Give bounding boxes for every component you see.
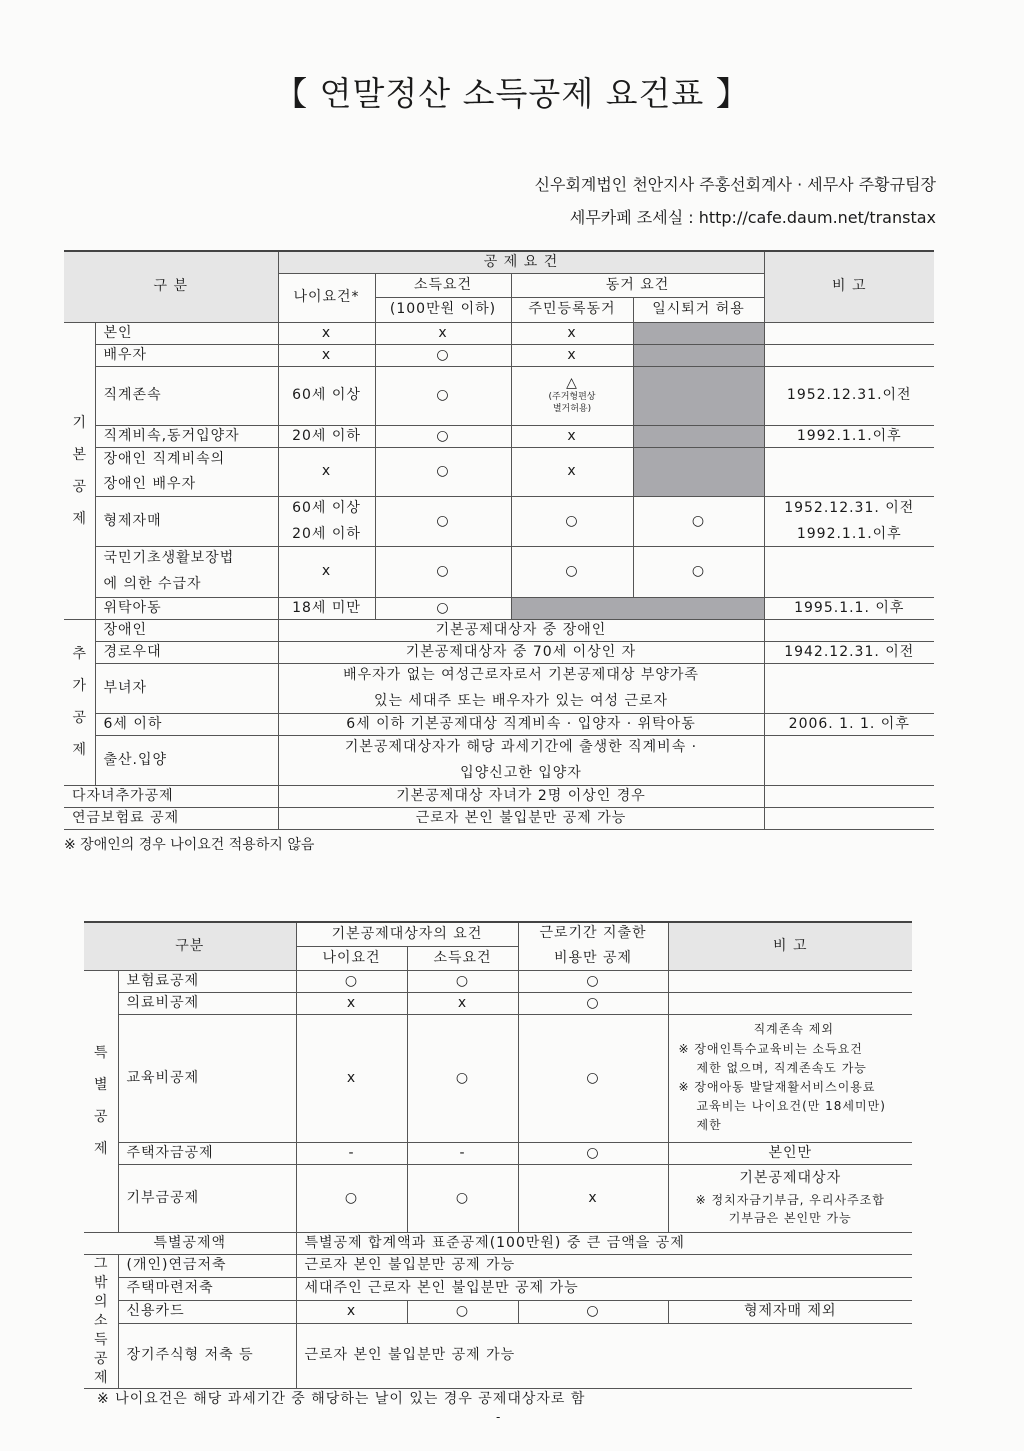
row-spouse-age: x (278, 344, 375, 366)
header-income-limit: (100만원 이하) (375, 297, 511, 322)
row-welfare-label (95, 546, 278, 597)
category-other-deduction (84, 1254, 118, 1388)
row-medical-age: x (296, 992, 407, 1014)
author-line: 신우회계법인 천안지사 주홍선회계사 · 세무사 주황규팀장 (534, 175, 936, 194)
row-disabled-income: ○ (375, 447, 511, 496)
row-female-desc1: 배우자가 없는 여성근로자로서 기본공제대상 부양가족 (343, 666, 699, 683)
row-spouse-reg: x (511, 344, 633, 366)
row-self-note (764, 322, 934, 344)
special-deduction-table (84, 921, 912, 1389)
row-descend-label: 직계비속,동거입양자 (95, 425, 278, 447)
row-birth-note (764, 735, 934, 785)
header-temporary-leave: 일시퇴거 허용 (633, 297, 764, 322)
row-sibling-label: 형제자매 (95, 496, 278, 546)
row-welfare-income: ○ (375, 546, 511, 597)
row-sibling-temp: ○ (633, 496, 764, 546)
row-female-label: 부녀자 (95, 663, 278, 713)
row-donation-note3: 기부금은 본인만 가능 (728, 1211, 852, 1226)
deduction-requirements-table (64, 250, 934, 830)
row-descend-temp (633, 425, 764, 447)
age-requirement-note: ※ 나이요건은 해당 과세기간 중 해당하는 날이 있는 경우 공제대상자로 함 (97, 1391, 586, 1407)
row-foster-income: ○ (375, 597, 511, 619)
row-sibling-note (764, 496, 934, 546)
header-requirements: 공 제 요 건 (278, 251, 764, 273)
row-disabled-label (95, 447, 278, 496)
row-self-income: x (375, 322, 511, 344)
row-personal-pension-label: (개인)연금저축 (118, 1254, 296, 1277)
header-cohabit: 동거 요건 (511, 273, 764, 297)
row-housing-age: - (296, 1142, 407, 1164)
row-house-saving-label: 주택마련저축 (118, 1277, 296, 1300)
row-sibling-age2: 20세 이하 (292, 525, 361, 542)
row-medical-work: ○ (518, 992, 668, 1014)
row-foster-age: 18세 미만 (278, 597, 375, 619)
row-ascend-reg (511, 366, 633, 425)
row-elderly-desc: 기본공제대상자 중 70세 이상인 자 (278, 641, 764, 663)
row-descend-age: 20세 이하 (278, 425, 375, 447)
row-credit-work: ○ (518, 1300, 668, 1323)
category-basic-deduction (64, 322, 95, 619)
row-spouse-note (764, 344, 934, 366)
row-pension-note (764, 807, 934, 829)
row-birth-desc (278, 735, 764, 785)
t2-header-income: 소득요건 (407, 946, 518, 970)
t2-header-work (518, 922, 668, 970)
header-gubun: 구 분 (64, 251, 278, 322)
header-income: 소득요건 (375, 273, 511, 297)
row-ascend-label: 직계존속 (95, 366, 278, 425)
row-house-saving-desc: 세대주인 근로자 본인 불입분만 공제 가능 (296, 1277, 912, 1300)
row-education-income: ○ (407, 1014, 518, 1142)
row-multichild-desc: 기본공제대상 자녀가 2명 이상인 경우 (278, 785, 764, 807)
category-special-deduction (84, 970, 118, 1232)
row-education-note1: 직계존속 제외 (753, 1022, 834, 1037)
row-special-amount-label: 특별공제액 (84, 1232, 296, 1254)
row-education-note3: 제한 없으며, 직계존속도 가능 (696, 1060, 867, 1075)
row-credit-income: ○ (407, 1300, 518, 1323)
row-medical-note (668, 992, 912, 1014)
row-education-note2: ※ 장애인특수교육비는 소득요건 (678, 1041, 863, 1056)
row-disabled-temp (633, 447, 764, 496)
row-under6-desc: 6세 이하 기본공제대상 직계비속 · 입양자 · 위탁아동 (278, 713, 764, 735)
row-housing-income: - (407, 1142, 518, 1164)
row-ascend-age: 60세 이상 (278, 366, 375, 425)
row-welfare-note (764, 546, 934, 597)
row-stock-desc: 근로자 본인 불입분만 공제 가능 (296, 1323, 912, 1388)
row-under6-label: 6세 이하 (95, 713, 278, 735)
header-remarks: 비 고 (764, 251, 934, 322)
row-housing-work: ○ (518, 1142, 668, 1164)
row-foster-note: 1995.1.1. 이후 (764, 597, 934, 619)
row-pension-label: 연금보험료 공제 (64, 807, 278, 829)
row-personal-pension-desc: 근로자 본인 불입분만 공제 가능 (296, 1254, 912, 1277)
row-descend-income: ○ (375, 425, 511, 447)
row-insurance-note (668, 970, 912, 992)
row-donation-note2: ※ 정치자금기부금, 우리사주조합 (695, 1193, 885, 1207)
category-additional-label: 추가공제 (72, 646, 87, 758)
row-education-work: ○ (518, 1014, 668, 1142)
header-age: 나이요건* (278, 273, 375, 322)
row-education-note (668, 1014, 912, 1142)
row-multichild-note (764, 785, 934, 807)
row-donation-label: 기부금공제 (118, 1164, 296, 1232)
row-sibling-age1: 60세 이상 (292, 499, 361, 516)
row-stock-label: 장기주식형 저축 등 (118, 1323, 296, 1388)
page-title: 【 연말정산 소득공제 요건표 】 (274, 74, 750, 113)
row-handicap-label: 장애인 (95, 619, 278, 641)
row-education-age: x (296, 1014, 407, 1142)
age-exception-note: ※ 장애인의 경우 나이요건 적용하지 않음 (64, 837, 315, 853)
row-elderly-label: 경로우대 (95, 641, 278, 663)
row-donation-note1: 기본공제대상자 (739, 1170, 842, 1187)
row-education-label: 교육비공제 (118, 1014, 296, 1142)
t2-header-gubun: 구분 (84, 922, 296, 970)
row-donation-age: ○ (296, 1164, 407, 1232)
row-handicap-desc: 기본공제대상자 중 장애인 (278, 619, 764, 641)
row-foster-label: 위탁아동 (95, 597, 278, 619)
row-welfare-age: x (278, 546, 375, 597)
row-disabled-label2: 장애인 배우자 (103, 475, 197, 492)
row-ascend-temp (633, 366, 764, 425)
row-disabled-age: x (278, 447, 375, 496)
row-credit-note: 형제자매 제외 (668, 1300, 912, 1323)
t2-header-work1: 근로기간 지출한 (539, 925, 647, 942)
row-housing-label: 주택자금공제 (118, 1142, 296, 1164)
header-resident-registration: 주민등록동거 (511, 297, 633, 322)
category-additional-deduction (64, 619, 95, 785)
row-credit-age: x (296, 1300, 407, 1323)
row-medical-label: 의료비공제 (118, 992, 296, 1014)
category-basic-label: 기본공제 (72, 414, 87, 527)
row-self-label: 본인 (95, 322, 278, 344)
row-sibling-age (278, 496, 375, 546)
row-sibling-note1: 1952.12.31. 이전 (784, 499, 915, 516)
page-mark: - (496, 1410, 501, 1424)
row-spouse-income: ○ (375, 344, 511, 366)
row-self-age: x (278, 322, 375, 344)
row-disabled-label1: 장애인 직계비속의 (103, 450, 226, 467)
row-ascend-reg-note1: (주거형편상 (548, 392, 596, 403)
row-foster-cohabit (511, 597, 764, 619)
t2-header-age: 나이요건 (296, 946, 407, 970)
row-sibling-note2: 1992.1.1.이후 (796, 525, 902, 542)
t2-header-requirements: 기본공제대상자의 요건 (296, 922, 518, 946)
row-multichild-label: 다자녀추가공제 (64, 785, 278, 807)
row-elderly-note: 1942.12.31. 이전 (764, 641, 934, 663)
row-sibling-income: ○ (375, 496, 511, 546)
row-ascend-reg-mark: △ (566, 375, 578, 392)
row-ascend-note: 1952.12.31.이전 (764, 366, 934, 425)
row-medical-income: x (407, 992, 518, 1014)
row-sibling-reg: ○ (511, 496, 633, 546)
row-education-note4: ※ 장애아동 발달재활서비스이용료 (678, 1080, 876, 1094)
row-donation-work: x (518, 1164, 668, 1232)
row-welfare-reg: ○ (511, 546, 633, 597)
row-ascend-income: ○ (375, 366, 511, 425)
row-credit-label: 신용카드 (118, 1300, 296, 1323)
row-self-reg: x (511, 322, 633, 344)
row-descend-note: 1992.1.1.이후 (764, 425, 934, 447)
row-under6-note: 2006. 1. 1. 이후 (764, 713, 934, 735)
row-female-desc2: 있는 세대주 또는 배우자가 있는 여성 근로자 (373, 692, 669, 709)
row-insurance-age: ○ (296, 970, 407, 992)
row-donation-note (668, 1164, 912, 1232)
row-descend-reg: x (511, 425, 633, 447)
row-education-note6: 제한 (696, 1118, 722, 1133)
t2-header-remarks: 비 고 (668, 922, 912, 970)
category-other-label: 그밖의소득공제 (93, 1255, 108, 1386)
row-insurance-label: 보험료공제 (118, 970, 296, 992)
t2-header-work2: 비용만 공제 (553, 950, 633, 967)
row-donation-income: ○ (407, 1164, 518, 1232)
row-disabled-reg: x (511, 447, 633, 496)
row-birth-label: 출산.입양 (95, 735, 278, 785)
row-female-desc (278, 663, 764, 713)
row-welfare-temp: ○ (633, 546, 764, 597)
row-insurance-income: ○ (407, 970, 518, 992)
row-pension-desc: 근로자 본인 불입분만 공제 가능 (278, 807, 764, 829)
row-self-temp (633, 322, 764, 344)
row-ascend-reg-note2: 별거허용) (552, 403, 592, 414)
row-welfare-label1: 국민기초생활보장법 (103, 550, 235, 567)
row-spouse-temp (633, 344, 764, 366)
row-disabled-note (764, 447, 934, 496)
cafe-url-line: 세무카페 조세실 : http://cafe.daum.net/transtax (569, 208, 936, 227)
row-insurance-work: ○ (518, 970, 668, 992)
row-birth-desc1: 기본공제대상자가 해당 과세기간에 출생한 직계비속 · (344, 738, 698, 755)
category-special-label: 특별공제 (93, 1045, 108, 1157)
row-female-note (764, 663, 934, 713)
row-spouse-label: 배우자 (95, 344, 278, 366)
row-special-amount-desc: 특별공제 합계액과 표준공제(100만원) 중 큰 금액을 공제 (296, 1232, 912, 1254)
row-housing-note: 본인만 (668, 1142, 912, 1164)
row-education-note5: 교육비는 나이요건(만 18세미만) (696, 1099, 886, 1114)
row-birth-desc2: 입양신고한 입양자 (460, 764, 582, 781)
row-welfare-label2: 에 의한 수급자 (103, 576, 202, 592)
row-handicap-note (764, 619, 934, 641)
